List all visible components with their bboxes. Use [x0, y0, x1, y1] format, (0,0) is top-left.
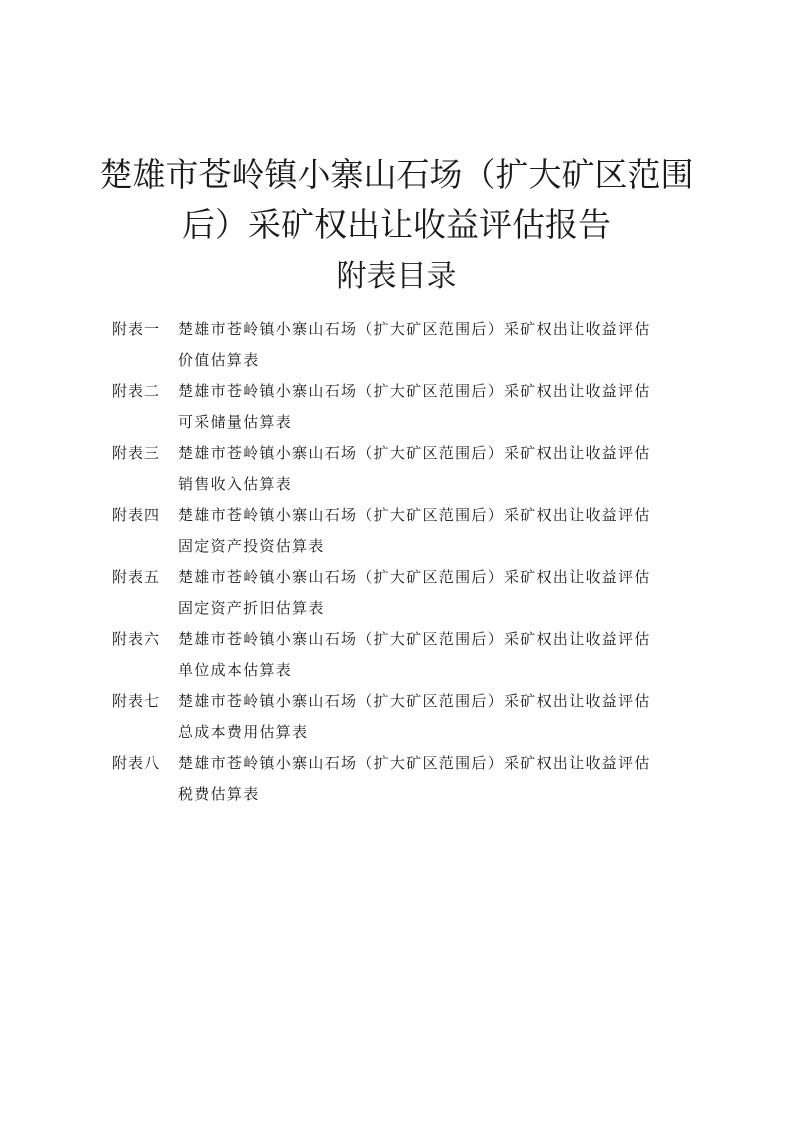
- toc-item-3: [112, 438, 672, 500]
- toc-item-5: [112, 562, 672, 624]
- toc-item-label: 附表八: [112, 754, 161, 772]
- toc-item-text-line-2: 总成本费用估算表: [178, 723, 309, 741]
- toc-item-text: [178, 438, 672, 500]
- toc-item-text-line-1: 楚雄市苍岭镇小寨山石场（扩大矿区范围后）采矿权出让收益评估: [178, 320, 651, 338]
- toc-item-text-line-2: 可采储量估算表: [178, 413, 293, 431]
- toc-item-text-line-2: 固定资产投资估算表: [178, 537, 325, 555]
- toc-item-text-line-2: 单位成本估算表: [178, 661, 293, 679]
- toc-item-label: 附表六: [112, 630, 161, 648]
- toc-item-text: [178, 500, 672, 562]
- toc-item-text-line-2: 固定资产折旧估算表: [178, 599, 325, 617]
- toc-item-1: [112, 314, 672, 376]
- toc-item-text-line-2: 税费估算表: [178, 785, 260, 803]
- report-title-line-1: 楚雄市苍岭镇小寨山石场（扩大矿区范围: [99, 155, 694, 194]
- toc-item-7: [112, 686, 672, 748]
- toc-item-text: [178, 686, 672, 748]
- toc-item-label: 附表二: [112, 382, 161, 400]
- toc-item-text: [178, 624, 672, 686]
- toc-item-2: [112, 376, 672, 438]
- toc-item-text-line-1: 楚雄市苍岭镇小寨山石场（扩大矿区范围后）采矿权出让收益评估: [178, 382, 651, 400]
- toc-item-text: [178, 748, 672, 810]
- toc-item-8: [112, 748, 672, 810]
- toc-item-text: [178, 314, 672, 376]
- report-title-line-2: 后）采矿权出让收益评估报告: [182, 205, 611, 244]
- toc-item-text-line-2: 价值估算表: [178, 351, 260, 369]
- toc-item-label: 附表三: [112, 444, 161, 462]
- appendix-table-of-contents: [112, 314, 672, 810]
- title-block: [0, 150, 793, 302]
- toc-item-text-line-1: 楚雄市苍岭镇小寨山石场（扩大矿区范围后）采矿权出让收益评估: [178, 630, 651, 648]
- toc-item-text: [178, 562, 672, 624]
- toc-item-text-line-1: 楚雄市苍岭镇小寨山石场（扩大矿区范围后）采矿权出让收益评估: [178, 568, 651, 586]
- toc-item-text-line-1: 楚雄市苍岭镇小寨山石场（扩大矿区范围后）采矿权出让收益评估: [178, 506, 651, 524]
- toc-item-label: 附表一: [112, 320, 161, 338]
- toc-item-label: 附表四: [112, 506, 161, 524]
- toc-item-text-line-2: 销售收入估算表: [178, 475, 293, 493]
- toc-item-6: [112, 624, 672, 686]
- toc-item-text-line-1: 楚雄市苍岭镇小寨山石场（扩大矿区范围后）采矿权出让收益评估: [178, 754, 651, 772]
- appendix-contents-heading: 附表目录: [336, 259, 457, 294]
- toc-item-4: [112, 500, 672, 562]
- toc-item-text-line-1: 楚雄市苍岭镇小寨山石场（扩大矿区范围后）采矿权出让收益评估: [178, 444, 651, 462]
- toc-item-text: [178, 376, 672, 438]
- toc-item-label: 附表五: [112, 568, 161, 586]
- toc-item-label: 附表七: [112, 692, 161, 710]
- toc-item-text-line-1: 楚雄市苍岭镇小寨山石场（扩大矿区范围后）采矿权出让收益评估: [178, 692, 651, 710]
